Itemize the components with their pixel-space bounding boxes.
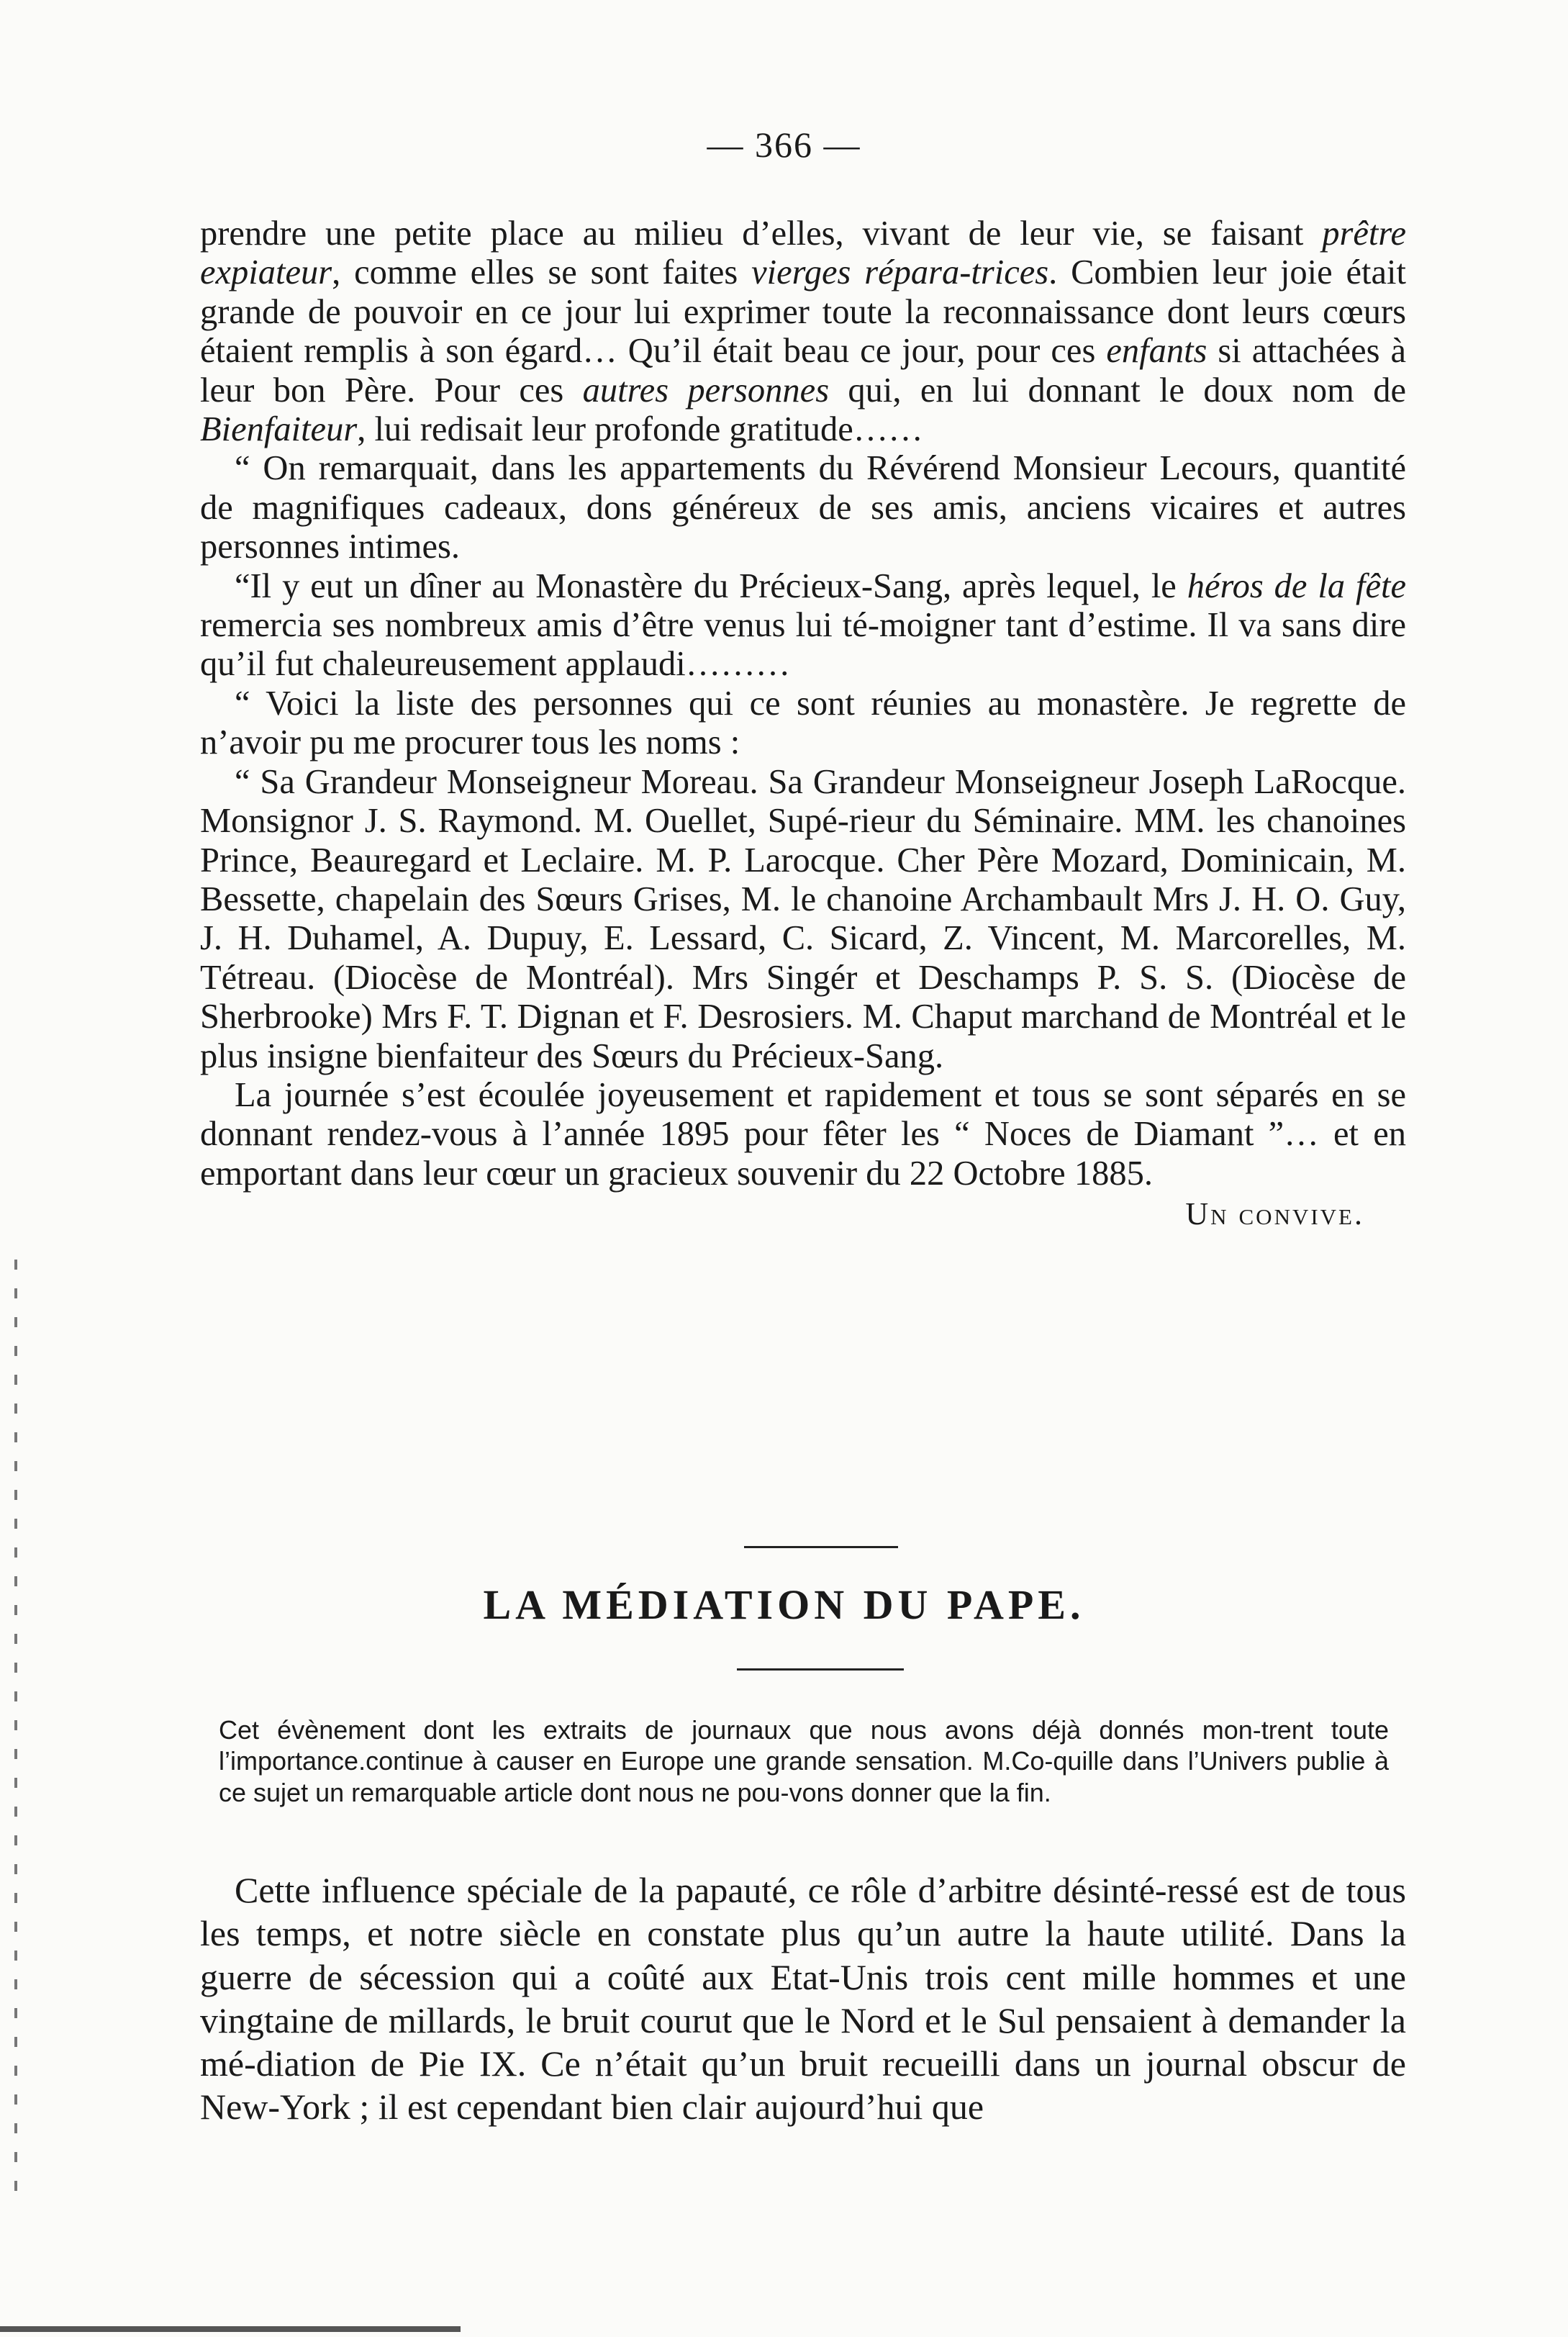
italic-phrase: vierges répara-trices	[751, 253, 1049, 292]
article-body	[200, 1868, 1406, 2129]
letter-body	[200, 214, 1406, 1234]
body-paragraph	[200, 763, 1406, 1076]
text-run: La journée s’est écoulée joyeusement et rapidement et tous se sont séparés en se donnant rendez-vous à l’année 1895 pour fêter les “ Noces de Diamant ”… et en emportant dans leur cœur un gracieux souvenir du 22 Octobre 1885.	[200, 1075, 1406, 1193]
body-paragraph	[200, 449, 1406, 566]
body-paragraph	[200, 684, 1406, 763]
italic-phrase: enfants	[1106, 332, 1207, 371]
paragraph-list	[200, 214, 1406, 1193]
page-edge-shadow	[0, 2326, 461, 2332]
text-run: , comme elles se sont faites	[332, 253, 752, 292]
title-underline-rule	[737, 1668, 904, 1671]
page-number: — 366 —	[707, 125, 861, 165]
editorial-note: Cet évènement dont les extraits de journaux que nous avons déjà donnés mon-trent toute l’importance.continue à causer en Europe une grande sensation. M.Co-quille dans l’Univers publie à ce sujet un remarquable article dont nous ne pou-vons donner que la fin.	[219, 1715, 1389, 1807]
page-edge-mark	[14, 1260, 17, 2195]
text-run: “ Voici la liste des personnes qui ce sont réunies au monastère. Je regrette de n’avoir pu me procurer tous les noms :	[200, 684, 1406, 762]
text-run: “ On remarquait, dans les appartements du Révérend Monsieur Lecours, quantité de magnifiques cadeaux, dons généreux de ses amis, anciens vicaires et autres personnes intimes.	[200, 449, 1406, 566]
separator-rule	[744, 1546, 898, 1548]
italic-phrase: prêtre expiateur	[200, 214, 1406, 292]
body-paragraph	[200, 1076, 1406, 1193]
italic-phrase: autres personnes	[582, 371, 830, 410]
text-run: prendre une petite place au milieu d’elles, vivant de leur vie, se faisant	[200, 214, 1323, 253]
signature: Un convive.	[1185, 1196, 1364, 1232]
article-paragraph: Cette influence spéciale de la papauté, ce rôle d’arbitre désinté-ressé est de tous les temps, et notre siècle en constate plus qu’un autre la haute utilité. Dans la guerre de sécession qui a coûté aux Etat-Unis trois cent mille hommes et une vingtaine de millards, le bruit courut que le Nord et le Sul pensaient à demander la mé-diation de Pie IX. Ce n’était qu’un bruit recueilli dans un journal obscur de New-York ; il est cependant bien clair aujourd’hui que	[200, 1870, 1406, 2128]
body-paragraph	[200, 567, 1406, 684]
text-run: si attachées à leur bon Père. Pour ces	[200, 332, 1406, 410]
text-run: remercia ses nombreux amis d’être venus lui té-moigner tant d’estime. Il va sans dire qu’il fut chaleureusement applaudi………	[200, 606, 1406, 684]
text-run: “Il y eut un dîner au Monastère du Précieux-Sang, après lequel, le	[235, 566, 1187, 605]
section-title: LA MÉDIATION DU PAPE.	[483, 1581, 1085, 1628]
text-run: , lui redisait leur profonde gratitude……	[357, 410, 923, 449]
text-run: . Combien leur joie était grande de pouvoir en ce jour lui exprimer toute la reconnaissance dont leurs cœurs étaient remplis à son égard… Qu’il était beau ce jour, pour ces	[200, 253, 1406, 371]
text-run: qui, en lui donnant le doux nom de	[829, 371, 1406, 410]
text-run: “ Sa Grandeur Monseigneur Moreau. Sa Grandeur Monseigneur Joseph LaRocque. Monsignor J. S. Raymond. M. Ouellet, Supé-rieur du Séminaire. MM. les chanoines Prince, Beauregard et Leclaire. M. P. Larocque. Cher Père Mozard, Dominicain, M. Bessette, chapelain des Sœurs Grises, M. le chanoine Archambault Mrs J. H. O. Guy, J. H. Duhamel, A. Dupuy, E. Lessard, C. Sicard, Z. Vincent, M. Marcorelles, M. Tétreau. (Diocèse de Montréal). Mrs Singér et Deschamps P. S. S. (Diocèse de Sherbrooke) Mrs F. T. Dignan et F. Desrosiers. M. Chaput marchand de Montréal et le plus insigne bienfaiteur des Sœurs du Précieux-Sang.	[200, 762, 1406, 1075]
italic-phrase: Bienfaiteur	[200, 410, 358, 449]
italic-phrase: héros de la fête	[1187, 566, 1406, 605]
body-paragraph	[200, 214, 1406, 449]
